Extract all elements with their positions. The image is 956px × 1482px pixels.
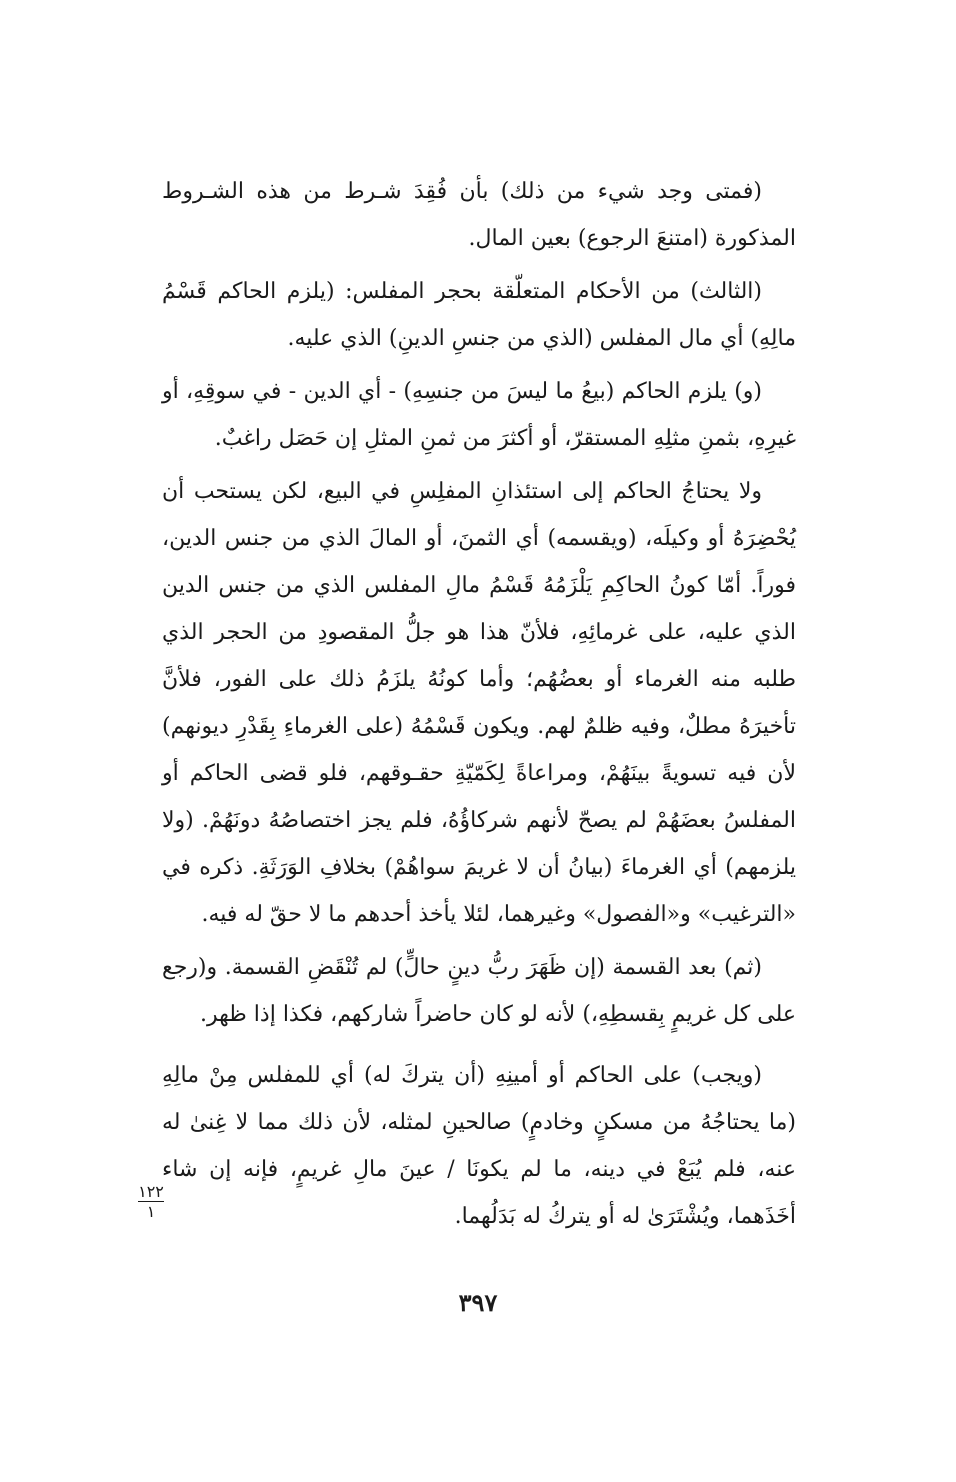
paragraph-1: (فمتى وجد شيء من ذلك) بأن فُقِدَ شـرط من هذه الشـروط المذكورة (امتنعَ الرجوع) بعين المال. <box>162 179 796 251</box>
paragraph-5: (ثم) بعد القسمة (إن ظَهَرَ ربُّ دينٍ حالٍّ) لم تُنْقَضِ القسمة. و(رجع على كل غريمٍ بِقسطِهِ،) لأنه لو كان حاضراً شاركهم، فكذا إذا ظهر. <box>162 955 796 1027</box>
paragraph-6: (ويجب) على الحاكم أو أمينِهِ (أن يتركَ له) أي للمفلس مِنْ مالِهِ (ما يحتاجُهُ من مسكنٍ وخادمٍ) صالحينِ لمثله، لأن ذلك مما لا غِنىٰ له عنه، فلم يُبَعْ في دينه، ما لم يكونَا / عينَ مالِ غريمٍ، فإنه إن شاء أخَذَهما، ويُشْتَرَىٰ له أو يتركُ له بَدَلُهما. <box>162 1063 796 1229</box>
paragraph-4: ولا يحتاجُ الحاكم إلى استئذانِ المفلِسِ في البيع، لكن يستحب أن يُحْضِرَهُ أو وكيلَه، (ويقسمه) أي الثمنَ، أو المالَ الذي من جنس الدين، فوراً. أمّا كونُ الحاكِمِ يَلْزَمُهُ قَسْمُ مالِ المفلس الذي من جنس الدين الذي عليه، على غرمائِهِ، فلأنّ هذا هو جلُّ المقصودِ من الحجر الذي طلبه منه الغرماء أو بعضُهُم؛ وأما كونُهُ يلزَمُ ذلك على الفور، فلأنَّ تأخيرَهُ مطلٌ، وفيه ظلمٌ لهم. ويكون قَسْمُهُ (على الغرماءِ بِقَدْرِ ديونهم) لأن فيه تسويةً بينَهُمْ، ومراعاةً لِكَمّيّةِ حقـوقهم، فلو قضى الحاكم أو المفلسُ بعضَهُمْ لم يصحّ لأنهم شركاؤُهُ، فلم يجز اختصاصُهُ دونَهُمْ. (ولا يلزمهم) أي الغرماءَ (بيانُ أن لا غريمَ سواهُمْ) بخلافِ الوَرَثَةِ. ذكره في «الترغيب» و«الفصول» وغيرهما، لئلا يأخذ أحدهم ما لا حقّ له فيه. <box>162 479 796 927</box>
manuscript-folio-marker <box>138 1184 164 1220</box>
paragraph-2: (الثالث) من الأحكام المتعلّقة بحجر المفلس: (يلزم الحاكم قَسْمُ مالِهِ) أي مال المفلس (الذي من جنسِ الدينِ) الذي عليه. <box>162 279 796 351</box>
paragraph-3: (و) يلزم الحاكم (بيعُ ما ليسَ من جنسِهِ) - أي الدين - في سوقِهِ، أو غيرِهِ، بثمنِ مثلِهِ المستقرّ، أو أكثرَ من ثمنِ المثلِ إن حَصَل راغبٌ. <box>162 379 796 451</box>
page-number: ٣٩٧ <box>458 1288 498 1317</box>
folio-number: ١٢٢ <box>138 1182 164 1201</box>
folio-side: ١ <box>146 1202 156 1221</box>
body-text <box>162 168 796 1240</box>
